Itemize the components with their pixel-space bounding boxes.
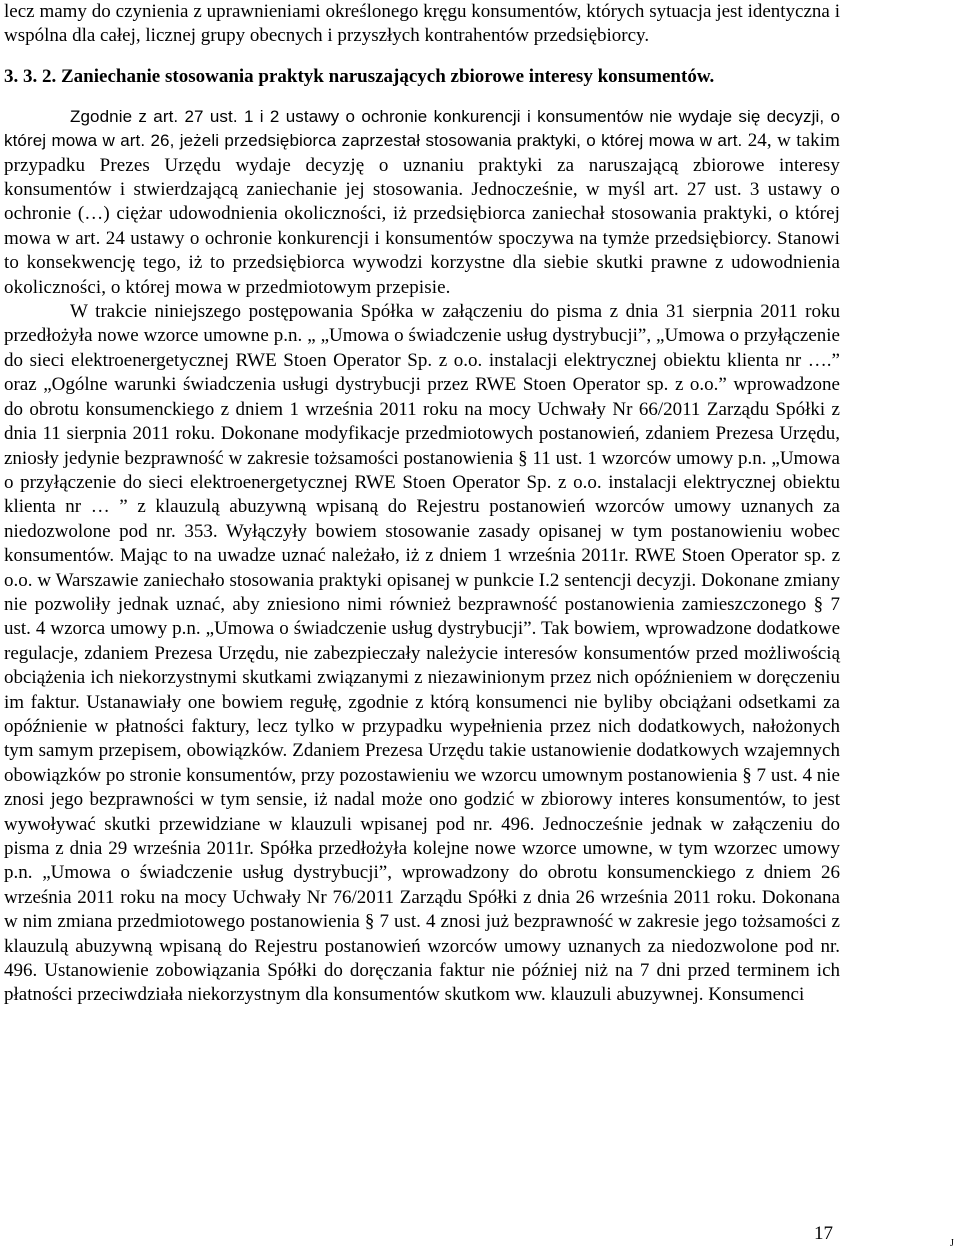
paragraph-legal-basis-sans-part: Zgodnie z art. 27 ust. 1 i 2 ustawy o ochronie konkurencji i konsumentów nie wydaje się decyzji, o której mowa w art. 26, jeżeli przedsiębiorca zaprzestał stosowania praktyki, o której mowa w art. xyxy=(4,106,840,151)
section-heading: 3. 3. 2. Zaniechanie stosowania praktyk naruszających zbiorowe interesy konsumentów. xyxy=(4,65,715,87)
paragraph-legal-basis xyxy=(4,105,840,300)
paragraph-continuation: lecz mamy do czynienia z uprawnieniami określonego kręgu konsumentów, których sytuacja jest identyczna i wspólna dla całej, licznej grupy obecnych i przyszłych kontrahentów przedsiębiorcy. xyxy=(4,1,840,47)
page-number: 17 xyxy=(814,1223,833,1244)
paragraph-proceedings: W trakcie niniejszego postępowania Spółka w załączeniu do pisma z dnia 31 sierpnia 2011 roku przedłożyła nowe wzorce umowne p.n. „ „Umowa o świadczenie usług dystrybucji”, „Umowa o przyłączenie do sieci elektroenergetycznej RWE Stoen Operator Sp. z o.o. instalacji elektrycznej obiektu klienta nr ….” oraz „Ogólne warunki świadczenia usługi dystrybucji przez RWE Stoen Operator sp. z o.o.” wprowadzone do obrotu konsumenckiego z dniem 1 września 2011 roku na mocy Uchwały Nr 66/2011 Zarządu Spółki z dnia 11 sierpnia 2011 roku. Dokonane modyfikacje przedmiotowych postanowień, zdaniem Prezesa Urzędu, zniosły jedynie bezprawność w zakresie tożsamości postanowienia § 11 ust. 1 wzorców umowy p.n. „Umowa o przyłączenie do sieci elektroenergetycznej RWE Stoen Operator Sp. z o.o. instalacji elektrycznej obiektu klienta nr … ” z klauzulą abuzywną wpisaną do Rejestru postanowień wzorców umowy uznanych za niedozwolone pod nr. 353. Wyłączyły bowiem stosowanie zasady opisanej w tym postanowieniu wobec konsumentów. Mając to na uwadze uznać należało, iż z dniem 1 września 2011r. RWE Stoen Operator sp. z o.o. w Warszawie zaniechało stosowania praktyki opisanej w punkcie I.2 sentencji decyzji. Dokonane zmiany nie pozwoliły jednak uznać, aby zniesiono nimi również bezprawność postanowienia zamieszczonego § 7 ust. 4 wzorca umowy p.n. „Umowa o świadczenie usług dystrybucji”. Tak bowiem, wprowadzone dodatkowe regulacje, zdaniem Prezesa Urzędu, nie zabezpieczały należycie interesów konsumentów przed możliwością obciążenia ich niekorzystnymi skutkami związanymi z niezawinionym przez nich opóźnieniem w doręczeniu im faktur. Ustanawiały one bowiem regułę, zgodnie z którą konsumenci nie byliby obciążani odsetkami za opóźnienie w płatności faktury, lecz tylko w przypadku wypełnienia przez nich dodatkowych, nałożonych tym samym przepisem, obowiązków. Zdaniem Prezesa Urzędu takie ustanowienie dodatkowych wzajemnych obowiązków po stronie konsumentów, przy pozostawieniu we wzorcu umownym postanowienia § 7 ust. 4 nie znosi jego bezprawności w tym sensie, iż nadal może ono godzić w zbiorowy interes konsumentów, to jest wywoływać skutki przewidziane w klauzuli wpisanej pod nr. 496. Jednocześnie jednak w załączeniu do pisma z dnia 29 września 2011r. Spółka przedłożyła kolejne nowe wzorce umowne, w tym wzorzec umowy p.n. „Umowa o świadczenie usług dystrybucji”, wprowadzony do obrotu konsumenckiego z dniem 26 września 2011 roku na mocy Uchwały Nr 76/2011 Zarządu Spółki z dnia 26 września 2011 roku. Dokonana w nim zmiana przedmiotowego postanowienia § 7 ust. 4 znosi już bezprawność w zakresie jego tożsamości z klauzulą abuzywną wpisaną do Rejestru postanowień wzorców umowy uznanych za niedozwolone pod nr. 496. Ustanowienie zobowiązania Spółki do doręczania faktur nie później niż na 7 dni przed terminem ich płatności przeciwdziała niekorzystnym dla konsumentów skutkom ww. klauzuli abuzywnej. Konsumenci xyxy=(4,301,840,1006)
corner-mark: J xyxy=(950,1238,954,1249)
document-page xyxy=(4,0,840,1008)
paragraph-legal-basis-serif-part: 24, w takim przypadku Prezes Urzędu wydaje decyzję o uznaniu praktyki za naruszającą zbiorowe interesy konsumentów i stwierdzającą zaniechanie jej stosowania. Jednocześnie, w myśl art. 27 ust. 3 ustawy o ochronie (…) ciężar udowodnienia okoliczności, iż przedsiębiorca zaniechał stosowania praktyki, o której mowa w art. 24 ustawy o ochronie konkurencji i konsumentów spoczywa na tymże przedsiębiorcy. Stanowi to konsekwencję tego, iż to przedsiębiorca wywodzi korzystne dla siebie skutki prawne z udowodnienia okoliczności, o której mowa w przedmiotowym przepisie. xyxy=(4,130,841,298)
